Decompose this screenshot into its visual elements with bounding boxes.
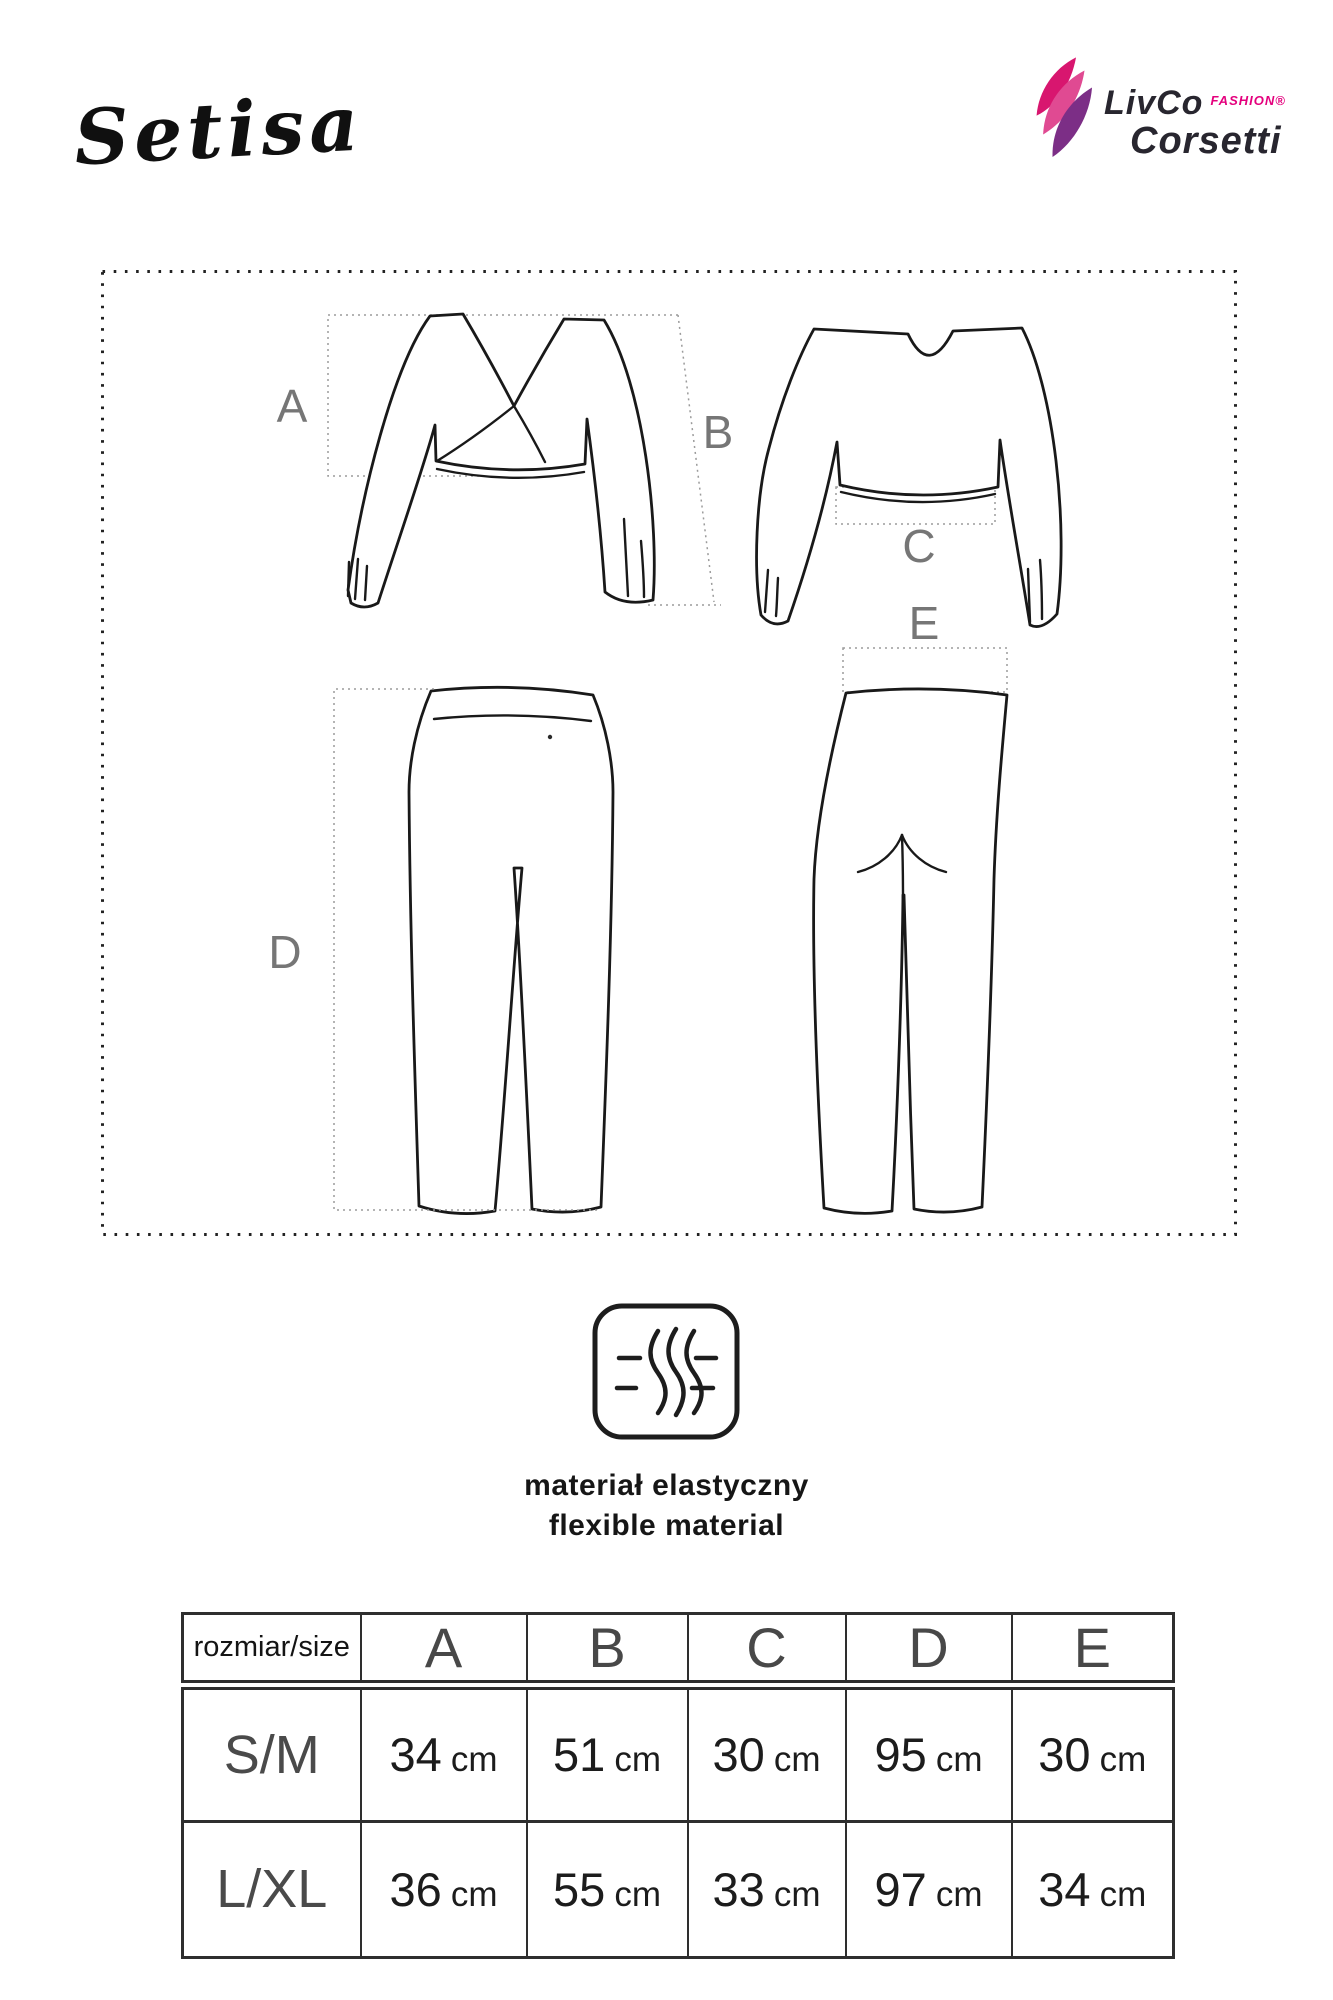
size-table-corner-cell: rozmiar/size [183, 1614, 361, 1686]
logo-swoosh-icon [1014, 50, 1108, 170]
label-c: C [902, 520, 936, 572]
measurement-unit: cm [450, 1740, 498, 1780]
measurement-cell [846, 1821, 1012, 1957]
material-caption-en: flexible material [548, 1509, 785, 1542]
label-e: E [908, 597, 940, 649]
size-label: S/M [183, 1685, 361, 1821]
brand-name-top: LivCo [1104, 84, 1204, 122]
diagram-canvas [101, 270, 1237, 1236]
column-header-a: A [361, 1614, 527, 1686]
measurement-cell [527, 1821, 688, 1957]
measurement-unit: cm [935, 1874, 983, 1914]
column-header-b: B [527, 1614, 688, 1686]
measurement-unit: cm [1099, 1740, 1147, 1780]
measurement-value: 36 [389, 1862, 442, 1916]
measurement-cell [361, 1685, 527, 1821]
size-table-header-row [183, 1614, 1174, 1686]
pants-front-drawing [409, 687, 613, 1213]
measurement-cell [846, 1685, 1012, 1821]
measurement-cell [1012, 1685, 1174, 1821]
size-row-lxl [183, 1821, 1174, 1957]
column-header-e: E [1012, 1614, 1174, 1686]
measurement-value: 97 [874, 1862, 927, 1916]
measurement-unit: cm [614, 1740, 661, 1780]
top-back-drawing [757, 328, 1062, 627]
measurement-cell [527, 1685, 688, 1821]
measurement-unit: cm [773, 1740, 821, 1780]
brand-fashion-label: FASHION® [1210, 93, 1286, 108]
label-b: B [702, 406, 734, 458]
diagram-dotted-border [103, 272, 1236, 1235]
measurement-cell [1012, 1821, 1174, 1957]
brand-logo [1014, 48, 1320, 176]
material-caption [0, 1466, 1333, 1546]
size-table [181, 1612, 1175, 1959]
column-header-d: D [846, 1614, 1012, 1686]
measurement-value: 51 [553, 1728, 606, 1782]
measurement-unit: cm [450, 1874, 498, 1914]
measurement-value: 34 [1038, 1862, 1091, 1916]
label-a: A [276, 380, 308, 432]
column-header-c: C [688, 1614, 846, 1686]
size-row-sm [183, 1685, 1174, 1821]
measurement-unit: cm [614, 1874, 661, 1914]
measurement-unit: cm [773, 1874, 821, 1914]
pants-back-drawing [814, 689, 1007, 1213]
measurement-diagram [101, 270, 1237, 1236]
product-title: Setisa [71, 78, 366, 183]
measurement-value: 33 [712, 1862, 765, 1916]
measure-line-b [648, 315, 721, 605]
brand-name-bottom: Corsetti [1130, 120, 1282, 162]
size-label: L/XL [183, 1821, 361, 1957]
measurement-value: 34 [389, 1728, 442, 1782]
measurement-value: 55 [553, 1862, 606, 1916]
measurement-value: 30 [1038, 1728, 1091, 1782]
measurement-value: 95 [874, 1728, 927, 1782]
measurement-cell [688, 1685, 846, 1821]
measurement-cell [361, 1821, 527, 1957]
material-caption-pl: materiał elastyczny [524, 1469, 809, 1502]
label-d: D [268, 926, 302, 978]
measurement-cell [688, 1821, 846, 1957]
brand-logo-text [1104, 86, 1286, 160]
measurement-unit: cm [935, 1740, 983, 1780]
measure-box-e [843, 648, 1007, 692]
measurement-unit: cm [1099, 1874, 1147, 1914]
measurement-value: 30 [712, 1728, 765, 1782]
flexible-material-icon [592, 1303, 740, 1440]
top-front-drawing [348, 314, 654, 607]
